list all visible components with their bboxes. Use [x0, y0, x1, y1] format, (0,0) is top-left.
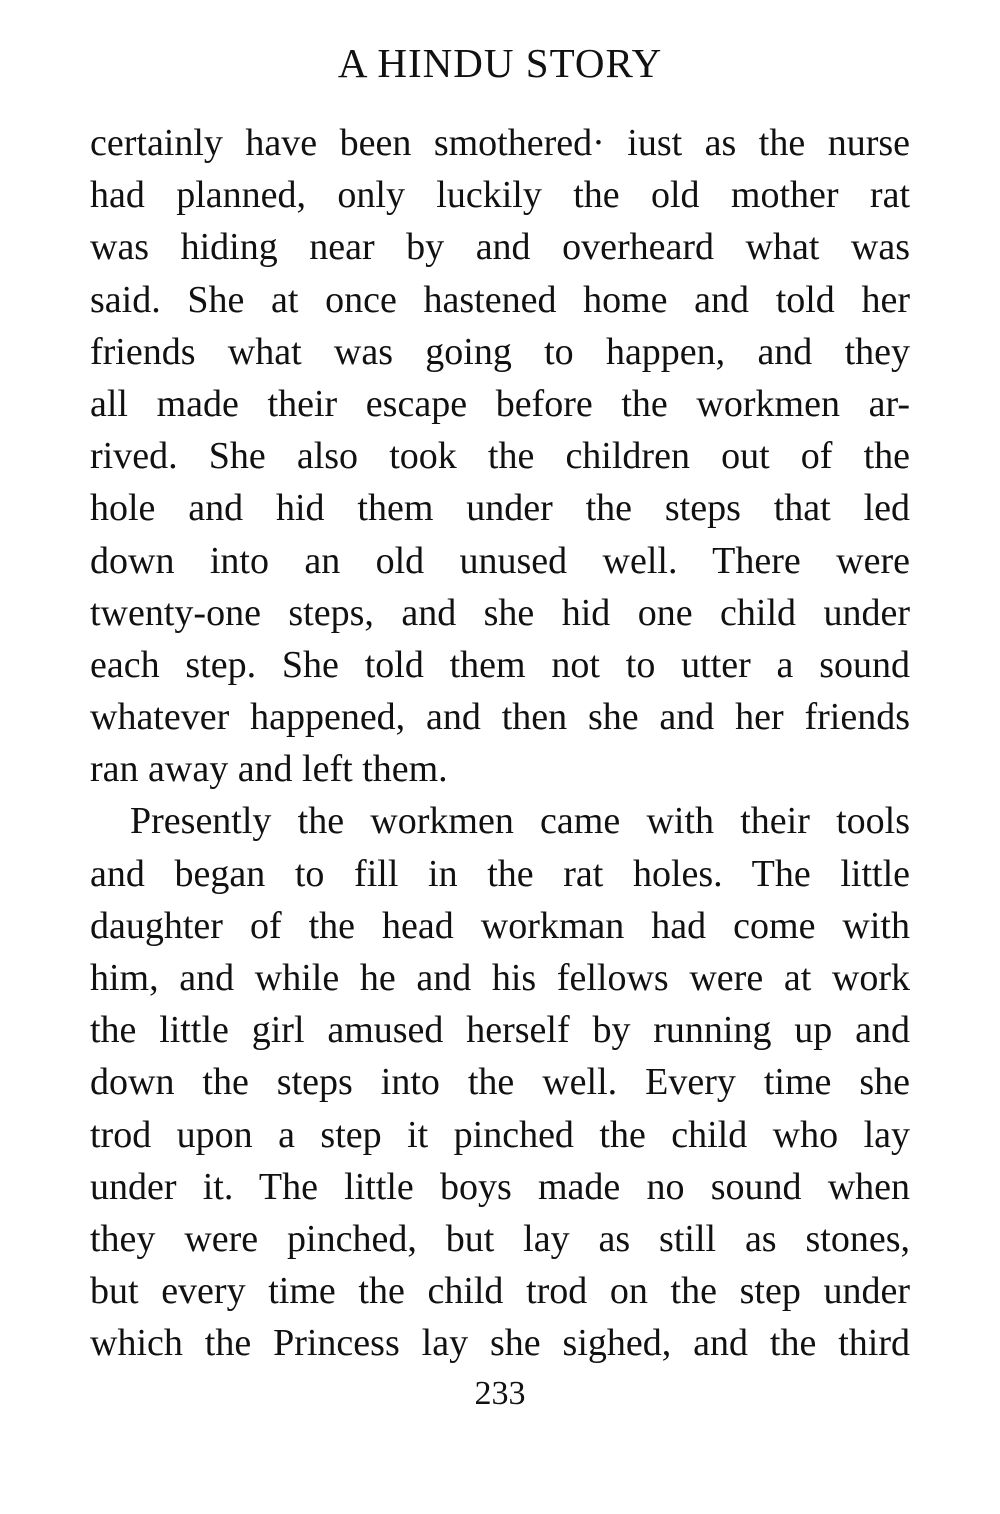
paragraph-end-line: ran away and left them. [90, 748, 448, 791]
text-line: was hiding near by and overheard what was [90, 226, 910, 269]
text-line: daughter of the head workman had come with [90, 904, 910, 947]
text-line: each step. She told them not to utter a sound [90, 643, 910, 686]
text-line: trod upon a step it pinched the child who lay [90, 1113, 910, 1156]
text-line: they were pinched, but lay as still as stones, [90, 1217, 910, 1260]
text-line: rived. She also took the children out of the [90, 435, 910, 478]
text-line: all made their escape before the workmen ar- [90, 382, 910, 425]
text-line: and began to fill in the rat holes. The little [90, 852, 910, 895]
running-head: A HINDU STORY [337, 40, 663, 86]
text-line: but every time the child trod on the step under [90, 1270, 910, 1313]
text-line: the little girl amused herself by running up and [90, 1009, 910, 1052]
text-line: twenty-one steps, and she hid one child under [90, 591, 910, 634]
text-line: hole and hid them under the steps that led [90, 487, 910, 530]
paragraph-start-line: Presently the workmen came with their tools [130, 800, 910, 843]
text-line: down the steps into the well. Every time she [90, 1061, 910, 1104]
text-line: him, and while he and his fellows were at work [90, 957, 910, 999]
page-number: 233 [474, 1375, 526, 1412]
text-line: whatever happened, and then she and her friends [90, 696, 910, 739]
text-line: friends what was going to happen, and they [90, 330, 910, 373]
body-text [90, 117, 910, 1370]
text-line: down into an old unused well. There were [90, 539, 910, 582]
text-line: said. She at once hastened home and told her [90, 278, 910, 321]
text-line: had planned, only luckily the old mother rat [90, 174, 910, 217]
text-line: certainly have been smothered· iust as the nurse [90, 122, 910, 164]
text-line: which the Princess lay she sighed, and the third [90, 1322, 910, 1365]
text-line: under it. The little boys made no sound when [90, 1165, 910, 1208]
